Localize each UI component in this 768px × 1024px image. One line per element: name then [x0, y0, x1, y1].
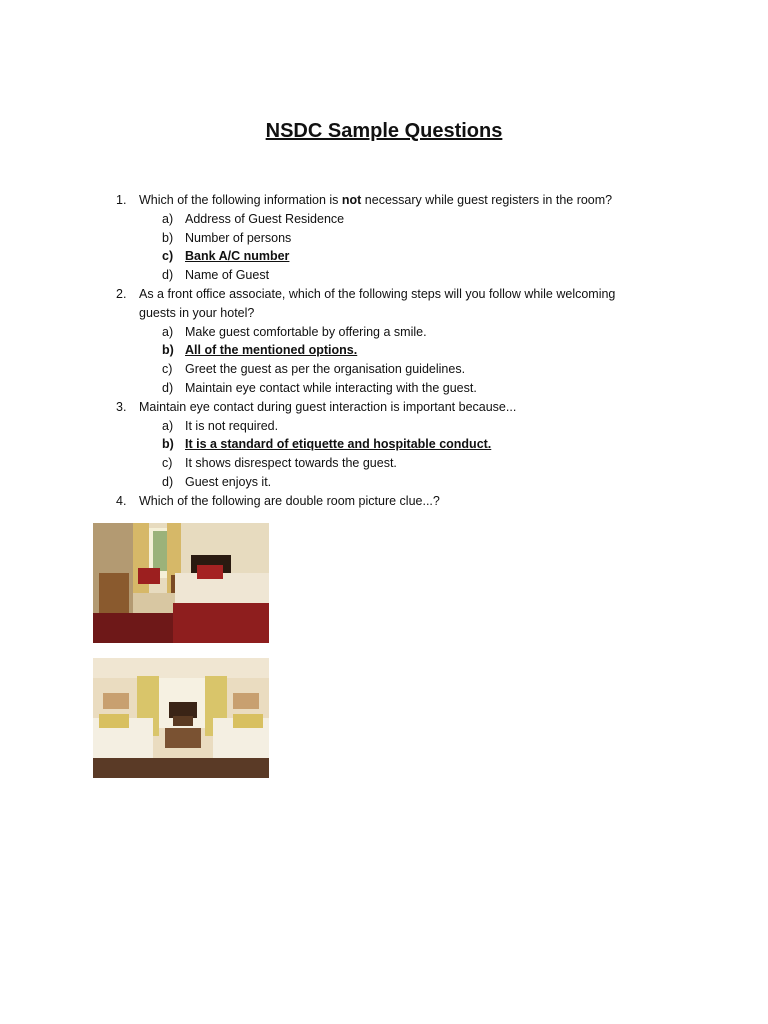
option-d: [0, 266, 768, 285]
option-letter: d): [162, 268, 174, 283]
question-2: [0, 285, 768, 398]
option-a: [0, 210, 768, 229]
page-title: NSDC Sample Questions: [265, 120, 503, 142]
option-d: [0, 473, 768, 492]
option-text: Address of Guest Residence: [185, 211, 345, 226]
question-3: [0, 398, 768, 492]
room-photo-twin-beds-drawing: [93, 658, 269, 778]
option-letter: b): [162, 230, 174, 245]
option-d: [0, 379, 768, 398]
question-list: [0, 191, 768, 511]
question-number: 4.: [116, 493, 127, 508]
option-b: [0, 229, 768, 248]
option-text: All of the mentioned options.: [185, 343, 358, 358]
question-text: Which of the following are double room picture clue...?: [139, 493, 440, 508]
option-a: [0, 323, 768, 342]
option-text: Maintain eye contact while interacting with the guest.: [185, 380, 477, 395]
question-1: [0, 191, 768, 285]
question-text: Maintain eye contact during guest interaction is important because...: [139, 399, 517, 414]
option-letter: a): [162, 324, 174, 339]
option-letter: c): [162, 362, 173, 377]
option-letter: c): [162, 456, 173, 471]
room-photo-single-bed: [93, 523, 269, 643]
question-text: Which of the following information is not necessary while guest registers in the room?: [139, 193, 613, 207]
emphasis-text: not: [341, 193, 362, 207]
question-4: [0, 492, 768, 511]
option-c-correct: [0, 247, 768, 266]
option-text: Guest enjoys it.: [185, 474, 272, 489]
question-text: As a front office associate, which of the following steps will you follow while welcoming guests in your hotel?: [139, 286, 616, 320]
option-text: Name of Guest: [185, 268, 270, 283]
option-text: Bank A/C number: [185, 249, 290, 264]
option-letter: a): [162, 418, 174, 433]
question-number: 3.: [116, 399, 127, 414]
option-letter: d): [162, 380, 174, 395]
option-text: It is not required.: [185, 418, 279, 433]
option-text: It shows disrespect towards the guest.: [185, 456, 397, 471]
option-letter: b): [162, 343, 174, 358]
room-photo-single-bed-drawing: [93, 523, 269, 643]
option-letter: d): [162, 474, 174, 489]
option-text: Make guest comfortable by offering a smile.: [185, 324, 427, 339]
option-b-correct: [0, 341, 768, 360]
option-letter: c): [162, 249, 174, 264]
option-c: [0, 454, 768, 473]
option-text: It is a standard of etiquette and hospitable conduct.: [185, 437, 492, 452]
option-b-correct: [0, 435, 768, 454]
option-text: Number of persons: [185, 230, 292, 245]
option-letter: a): [162, 211, 174, 226]
option-a: [0, 417, 768, 436]
question-number: 2.: [116, 286, 127, 301]
option-text: Greet the guest as per the organisation guidelines.: [185, 362, 466, 377]
option-letter: b): [162, 437, 174, 452]
question-number: 1.: [116, 193, 127, 207]
option-c: [0, 360, 768, 379]
room-photo-twin-beds: [93, 658, 269, 778]
